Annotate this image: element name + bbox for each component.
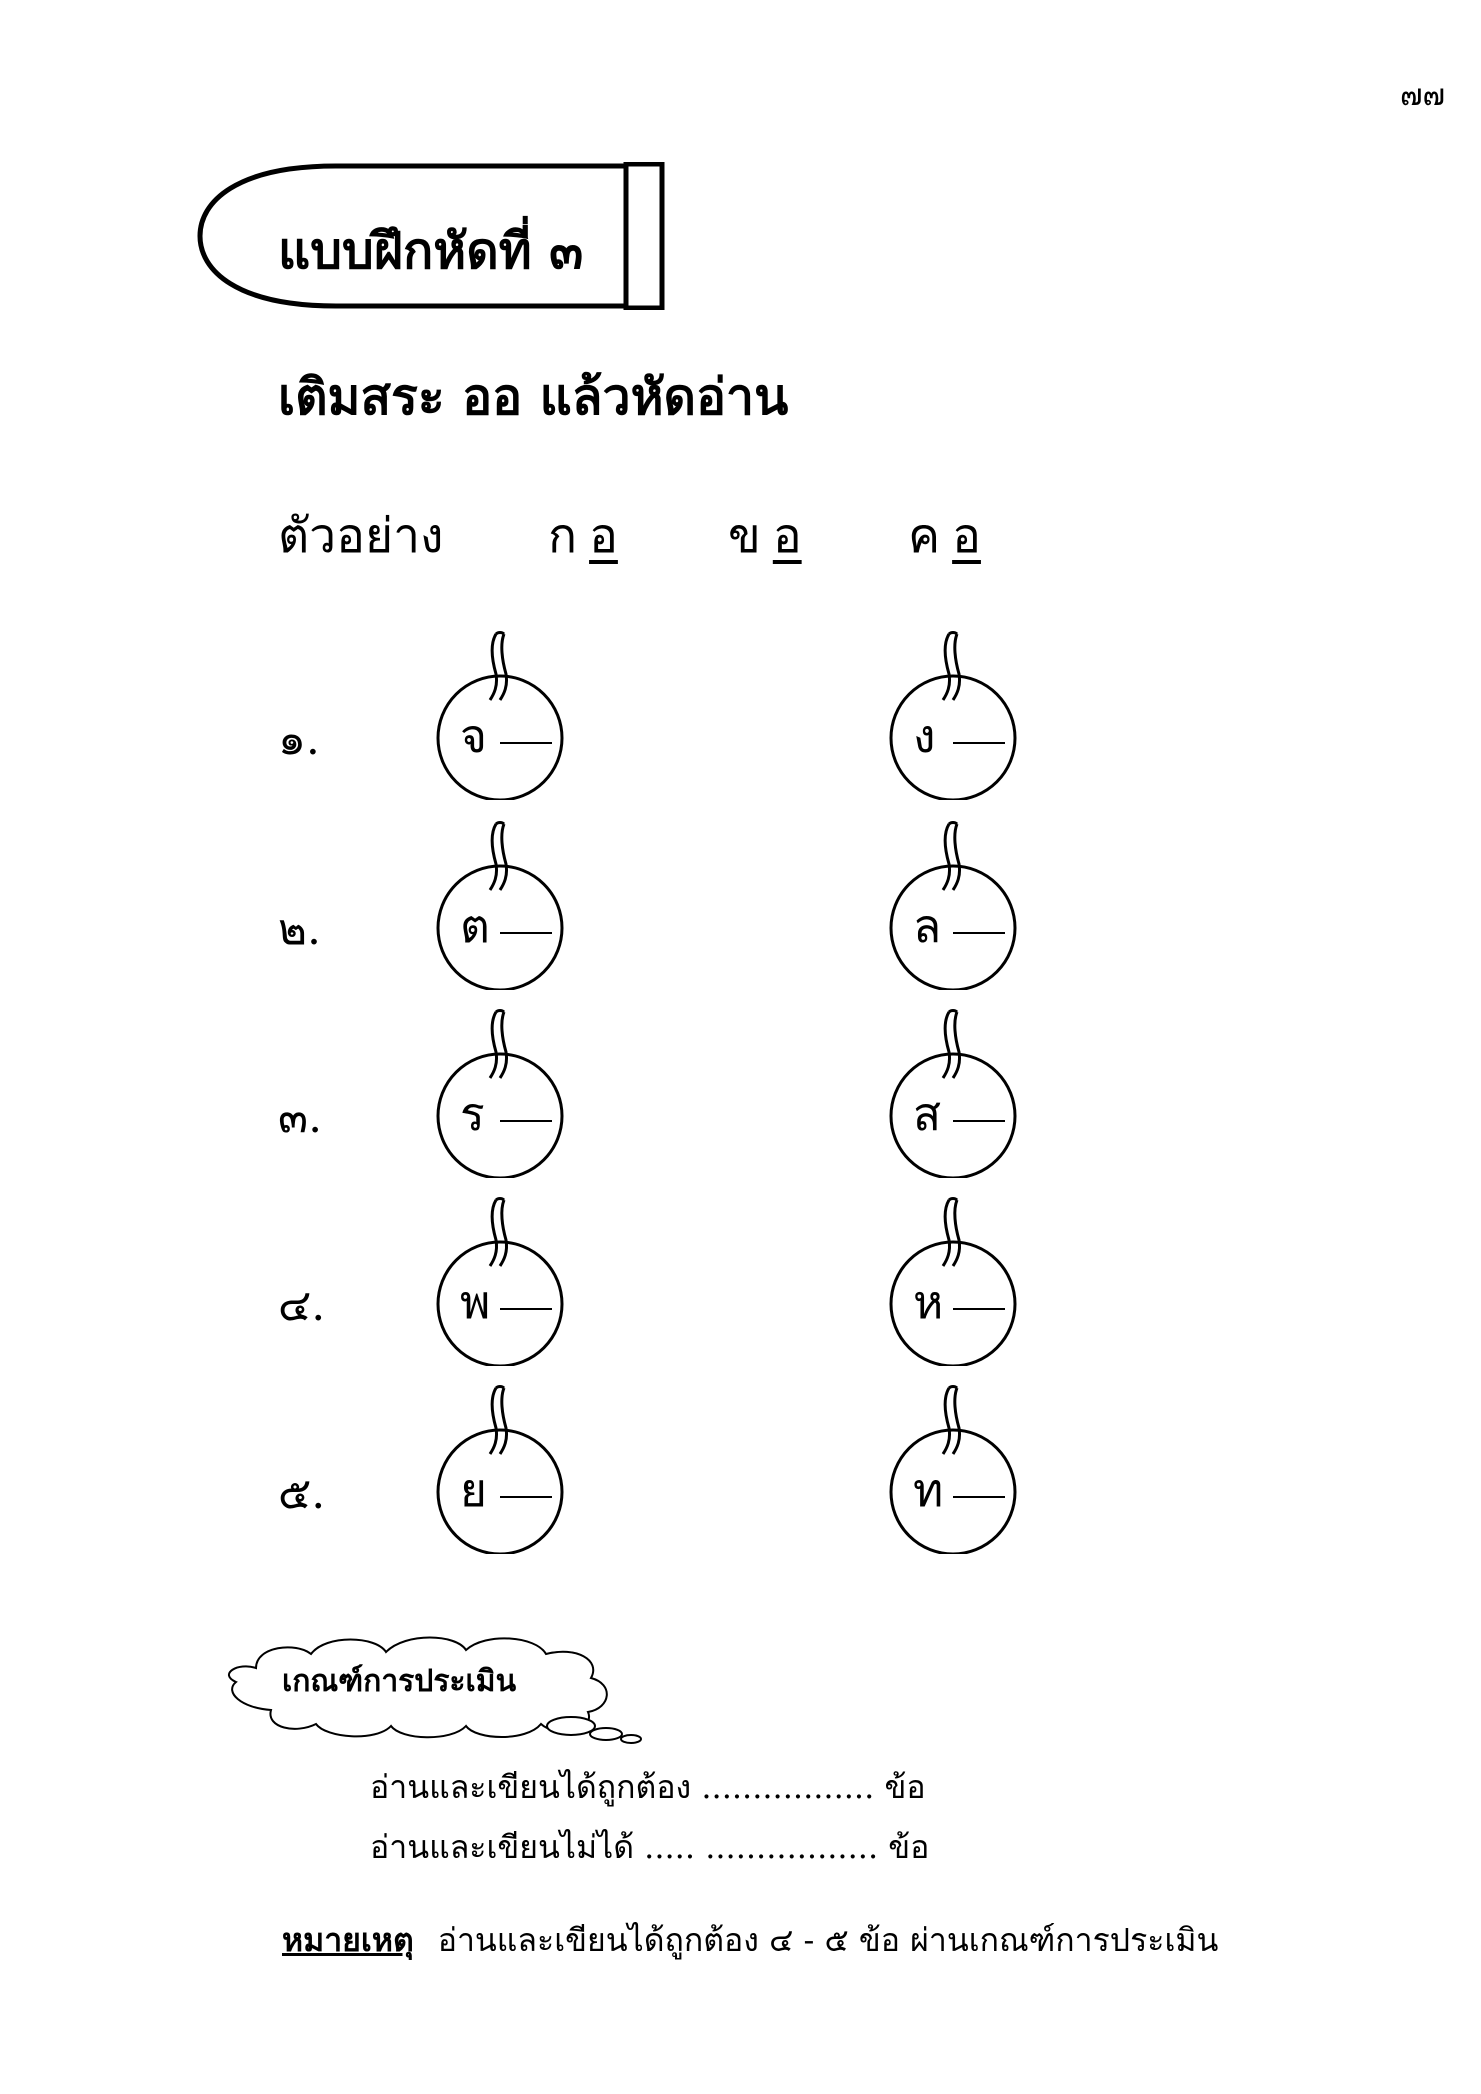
answer-blank[interactable] (500, 1496, 552, 1498)
apple-blank-right (885, 1196, 1025, 1366)
apple-outline-icon (432, 1384, 572, 1554)
apple-blank-left (432, 820, 572, 990)
apple-outline-icon (432, 1196, 572, 1366)
example-vowel: อ (772, 508, 802, 564)
example-item (548, 498, 618, 574)
apple-outline-icon (432, 820, 572, 990)
apple-consonant: ท (913, 1463, 944, 1517)
apple-consonant: ล (913, 899, 942, 953)
apple-consonant: ต (460, 899, 490, 953)
item-number: ๔. (278, 1280, 326, 1331)
item-number: ๕. (278, 1468, 326, 1519)
apple-outline-icon (885, 630, 1025, 800)
answer-blank[interactable] (500, 1308, 552, 1310)
note-text: อ่านและเขียนได้ถูกต้อง ๔ - ๕ ข้อ ผ่านเกณฑ์การประเมิน (437, 1921, 1219, 1959)
note-label: หมายเหตุ (282, 1921, 414, 1959)
apple-blank-left (432, 1384, 572, 1554)
item-number: ๓. (278, 1092, 323, 1143)
answer-blank[interactable] (953, 1308, 1005, 1310)
apple-blank-right (885, 1384, 1025, 1554)
apple-consonant: ง (913, 709, 936, 763)
apple-blank-right (885, 1008, 1025, 1178)
example-vowel: อ (952, 508, 981, 564)
apple-consonant: ส (913, 1087, 942, 1141)
answer-blank[interactable] (953, 1120, 1005, 1122)
item-number: ๒. (278, 904, 321, 955)
apple-blank-left (432, 630, 572, 800)
answer-blank[interactable] (953, 932, 1005, 934)
answer-blank[interactable] (953, 1496, 1005, 1498)
answer-blank[interactable] (500, 932, 552, 934)
apple-outline-icon (885, 1196, 1025, 1366)
answer-blank[interactable] (500, 742, 552, 744)
example-vowel: อ (589, 508, 618, 564)
apple-outline-icon (885, 1384, 1025, 1554)
apple-blank-right (885, 630, 1025, 800)
example-consonant: ข (728, 508, 761, 564)
note (282, 1915, 1218, 1966)
answer-blank[interactable] (500, 1120, 552, 1122)
apple-consonant: ย (460, 1463, 487, 1517)
apple-outline-icon (885, 820, 1025, 990)
example-consonant: ค (908, 508, 941, 564)
instruction-heading: เติมสระ ออ แล้วหัดอ่าน (278, 367, 789, 426)
apple-blank-left (432, 1196, 572, 1366)
example-item (728, 498, 802, 574)
apple-consonant: ห (913, 1275, 944, 1329)
apple-blank-left (432, 1008, 572, 1178)
apple-outline-icon (885, 1008, 1025, 1178)
score-line-incorrect: อ่านและเขียนไม่ได้ ..... ................. ข้อ (370, 1828, 930, 1866)
assessment-label: เกณฑ์การประเมิน (282, 1664, 517, 1699)
score-line-correct: อ่านและเขียนได้ถูกต้อง ................. ข้อ (370, 1768, 926, 1806)
item-number: ๑. (278, 714, 320, 765)
answer-blank[interactable] (953, 742, 1005, 744)
apple-outline-icon (432, 1008, 572, 1178)
example-item (908, 498, 981, 574)
apple-consonant: ร (460, 1087, 485, 1141)
exercise-title: แบบฝึกหัดที่ ๓ (278, 221, 584, 280)
apple-blank-right (885, 820, 1025, 990)
example-label: ตัวอย่าง (278, 508, 444, 564)
apple-outline-icon (432, 630, 572, 800)
apple-consonant: จ (460, 709, 487, 763)
example-consonant: ก (548, 508, 578, 564)
page-number: ๗๗ (1400, 78, 1446, 113)
apple-consonant: พ (460, 1275, 491, 1329)
